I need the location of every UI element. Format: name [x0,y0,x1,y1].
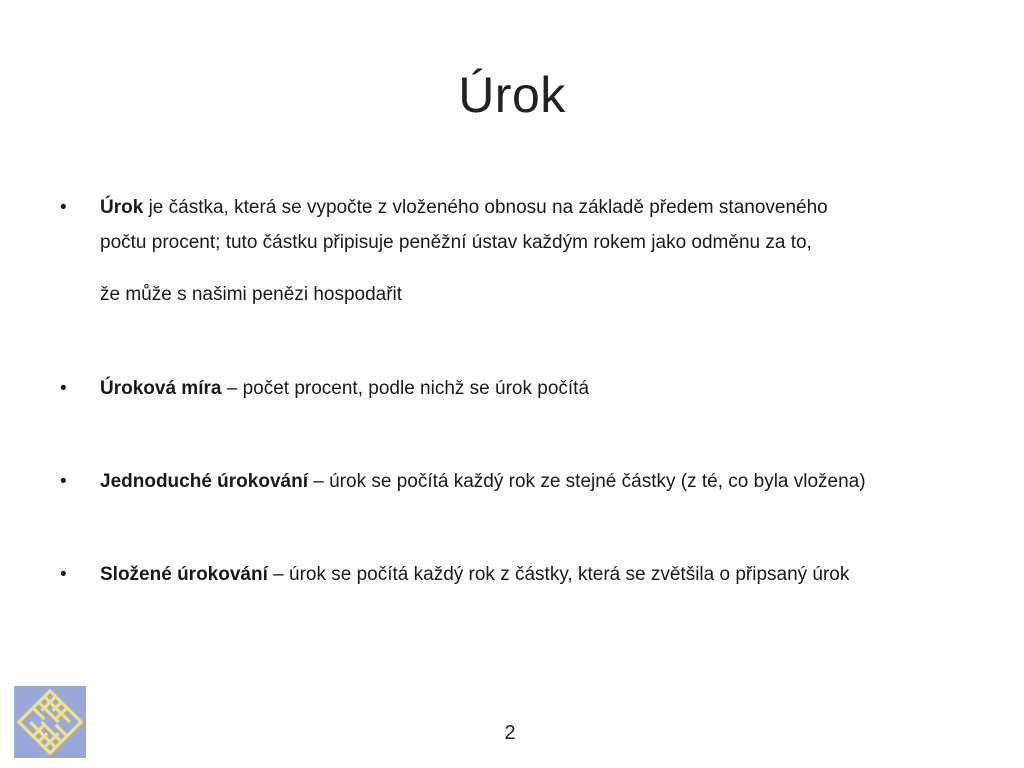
bullet-text: – počet procent, podle nichž se úrok počítá [221,378,590,399]
bullet-term: Úroková míra [100,378,222,399]
bullet-glyph: • [60,378,67,399]
bullet-glyph: • [60,564,67,585]
bullet-term: Složené úrokování [100,564,268,585]
bullet-text: je částka, která se vypočte z vloženého obnosu na základě předem stanoveného [143,197,828,218]
bullet-term: Úrok [100,197,144,218]
bullet-item-urokova-mira [60,374,980,404]
bullet-item-jednoduche-urokovani [60,467,980,497]
bullet-line: počtu procent; tuto částku připisuje peněžní ústav každým rokem jako odměnu za to, [100,232,812,253]
bullet-glyph: • [60,197,67,218]
bullet-line: že může s našimi penězi hospodařit [100,284,403,305]
logo-graphic [14,686,86,758]
bullet-text: – úrok se počítá každý rok z částky, která se zvětšila o připsaný úrok [267,564,850,585]
bullet-glyph: • [60,471,67,492]
bullet-text: – úrok se počítá každý rok ze stejné částky (z té, co byla vložena) [307,471,866,492]
bullet-item-slozene-urokovani [60,560,980,590]
bullet-line [100,193,980,223]
woven-diamond-logo-icon [14,686,86,758]
bullet-item-urok [60,193,980,310]
bullet-term: Jednoduché úrokování [100,471,308,492]
page-number: 2 [504,722,516,744]
slide-title: Úrok [458,67,566,123]
bullet-list [60,193,980,590]
